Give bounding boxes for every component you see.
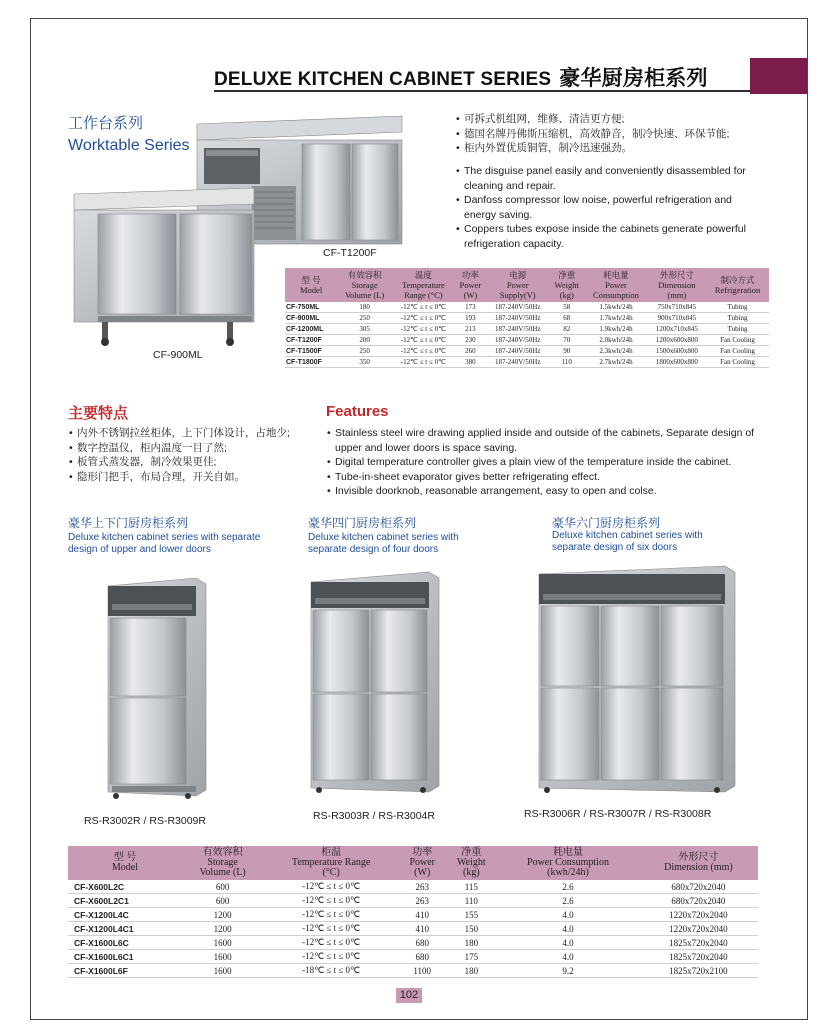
table-cell: 180 [445,936,497,950]
table-cell: -12℃ ≤ t ≤ 0℃ [392,313,455,324]
table-row [285,313,769,324]
table-cell: 1200x600x800 [648,335,706,346]
table-cell: CF-1200ML [285,324,337,335]
table-cell: CF-X600L2C [68,880,182,894]
bullet-item: • Tube-in-sheet evaporator gives better refrigerating effect. [326,470,772,485]
table-cell: 2.0kwh/24h [584,335,647,346]
caption-six-door: RS-R3006R / RS-R3007R / RS-R3008R [524,808,712,820]
cabinet-title-en: Deluxe kitchen cabinet series with separate design of upper and lower doors [68,532,261,555]
table-header-row [68,846,758,880]
table-cell: 263 [399,894,446,908]
page-title-cn: 豪华厨房柜系列 [559,67,708,90]
table-row [68,908,758,922]
header-model: 型 号 Model [285,268,337,302]
table-cell: 175 [445,950,497,964]
header-dimension: 外形尺寸 Dimension (mm) [639,846,758,880]
table-row [68,880,758,894]
table-cell: 1600 [182,936,263,950]
table-row [68,922,758,936]
table-row [68,894,758,908]
table-row [68,964,758,978]
table-cell: 110 [549,357,584,368]
bullet-item: • 板管式蒸发器，制冷效果更佳; [68,455,318,470]
caption-four-door: RS-R3003R / RS-R3004R [313,810,435,822]
header-weight: 净重 Weight (kg) [549,268,584,302]
table-cell: 115 [445,880,497,894]
table-cell: CF-X1600L6C1 [68,950,182,964]
header-rule [214,90,750,92]
table-cell: 2.3kwh/24h [584,346,647,357]
table-cell: -12℃ ≤ t ≤ 0℃ [263,908,399,922]
cabinet-title-cn: 豪华上下门厨房柜系列 [68,516,189,530]
table-cell: -12℃ ≤ t ≤ 0℃ [263,922,399,936]
header-storage: 有效容积 Storage Volume (L) [182,846,263,880]
table-cell: 90 [549,346,584,357]
bullet-item: • Stainless steel wire drawing applied inside and outside of the cabinets, Separate design of upper and lower doors is space saving. [326,426,772,455]
table-cell: 1825x720x2040 [639,936,758,950]
table-cell: CF-X1600L6C [68,936,182,950]
bullet-item: • 隐形门把手，布局合理，开关自如。 [68,470,318,485]
worktable-bullets-en [455,164,760,251]
table-cell: -12℃ ≤ t ≤ 0℃ [392,302,455,313]
table-cell: 200 [337,335,392,346]
table-cell: 4.0 [497,936,639,950]
table-cell: Fan Cooling [706,335,769,346]
table-cell: 155 [445,908,497,922]
table-cell: -12℃ ≤ t ≤ 0℃ [263,894,399,908]
table-cell: 187-240V/50Hz [486,302,549,313]
caption-two-door: RS-R3002R / RS-R3009R [84,815,206,827]
table-cell: 1825x720x2040 [639,950,758,964]
four-door-cabinet-photo [305,568,445,798]
table-cell: CF-750ML [285,302,337,313]
bullet-item: • 内外不锈钢拉丝柜体，上下门体设计，占地少; [68,426,318,441]
cabinet-title-en: Deluxe kitchen cabinet series with separate design of four doors [308,532,459,555]
header-power: 功率 Power (W) [399,846,446,880]
table-cell: 305 [337,324,392,335]
table-header-row [285,268,769,302]
table-cell: CF-900ML [285,313,337,324]
table-cell: 9.2 [497,964,639,978]
table-cell: 1600 [182,964,263,978]
header-temperature: 温度 Temperature Range (°C) [392,268,455,302]
table-cell: 4.0 [497,908,639,922]
table-cell: -12℃ ≤ t ≤ 0℃ [392,357,455,368]
table-cell: 680 [399,936,446,950]
table-cell: 350 [337,357,392,368]
table-cell: CF-T1800F [285,357,337,368]
table-cell: 1600 [182,950,263,964]
table-cell: 1.7kwh/24h [584,313,647,324]
table-cell: 600 [182,880,263,894]
table-cell: 410 [399,922,446,936]
table-cell: 4.0 [497,950,639,964]
header-weight: 净重 Weight (kg) [445,846,497,880]
worktable-title-en: Worktable Series [68,137,190,154]
table-cell: 1825x720x2100 [639,964,758,978]
header-refrigeration: 制冷方式 Refrigeration [706,268,769,302]
table-row [285,335,769,346]
table-cell: 187-240V/50Hz [486,335,549,346]
table-row [285,302,769,313]
worktable-title-cn: 工作台系列 [68,115,144,132]
features-title-en: Features [326,403,389,420]
table-cell: 82 [549,324,584,335]
header-model: 型 号 Model [68,846,182,880]
table-row [285,357,769,368]
table-cell: 1200x710x845 [648,324,706,335]
table-cell: 600 [182,894,263,908]
table-cell: CF-X600L2C1 [68,894,182,908]
table-cell: 1.9kwh/24h [584,324,647,335]
table-row [68,936,758,950]
table-cell: CF-T1200F [285,335,337,346]
table-cell: 1500x600x800 [648,346,706,357]
cabinet-spec-table [68,846,758,978]
table-cell: 187-240V/50Hz [486,357,549,368]
table-cell: 150 [445,922,497,936]
table-row [285,324,769,335]
header-consumption: 耗电量 Power Consumption [584,268,647,302]
worktable-bullets-cn [455,112,775,156]
table-cell: 250 [337,346,392,357]
table-cell: Tubing [706,302,769,313]
bullet-item: • Digital temperature controller gives a plain view of the temperature inside the cabinet. [326,455,772,470]
header-power-supply: 电源 Power Supply(V) [486,268,549,302]
caption-cf-t1200f: CF-T1200F [323,247,377,259]
header-power: 功率 Power (W) [455,268,487,302]
table-row [285,346,769,357]
cabinet-title-en: Deluxe kitchen cabinet series with separate design of six doors [552,530,703,553]
bullet-item: • The disguise panel easily and conveniently disassembled for cleaning and repair. [455,164,760,193]
header-color-tab [750,58,807,94]
table-cell: -18℃ ≤ t ≤ 0℃ [263,964,399,978]
six-door-cabinet-photo [535,562,745,798]
table-cell: 680 [399,950,446,964]
bullet-item: • 可拆式机组网，维修、清洁更方便; [455,112,775,127]
table-cell: 1220x720x2040 [639,908,758,922]
bullet-item: • Invisible doorknob, reasonable arrangement, easy to open and colse. [326,484,772,499]
header-dimension: 外形尺寸 Dimension (mm) [648,268,706,302]
table-cell: 2.6 [497,880,639,894]
table-cell: CF-X1200L4C1 [68,922,182,936]
table-row [68,950,758,964]
table-cell: 187-240V/50Hz [486,324,549,335]
header-storage: 有效容积 Storage Volume (L) [337,268,392,302]
page-title-en: DELUXE KITCHEN CABINET SERIES [214,69,552,90]
table-cell: 750x710x845 [648,302,706,313]
table-cell: 180 [445,964,497,978]
table-cell: CF-X1200L4C [68,908,182,922]
table-cell: 263 [399,880,446,894]
header-temperature: 柜温 Temperature Range (°C) [263,846,399,880]
table-cell: 58 [549,302,584,313]
bullet-item: • 数字控温仪，柜内温度一目了然; [68,441,318,456]
table-cell: 193 [455,313,487,324]
table-cell: -12℃ ≤ t ≤ 0℃ [392,346,455,357]
table-cell: 2.6 [497,894,639,908]
bullet-item: • Coppers tubes expose inside the cabinets generate powerful refrigeration capacity. [455,222,760,251]
table-cell: Fan Cooling [706,357,769,368]
table-cell: 250 [337,313,392,324]
page-number: 102 [396,988,422,1003]
table-cell: 213 [455,324,487,335]
table-cell: 680x720x2040 [639,880,758,894]
table-cell: 1800x600x800 [648,357,706,368]
table-cell: 1.5kwh/24h [584,302,647,313]
table-cell: 2.7kwh/24h [584,357,647,368]
bullet-item: • 柜内外置优质铜管，制冷迅速强劲。 [455,141,775,156]
table-cell: 680x720x2040 [639,894,758,908]
table-cell: -12℃ ≤ t ≤ 0℃ [263,936,399,950]
table-cell: 260 [455,346,487,357]
table-cell: 70 [549,335,584,346]
table-cell: 1100 [399,964,446,978]
table-cell: 1200 [182,922,263,936]
table-cell: CF-X1600L6F [68,964,182,978]
bullet-item: • Danfoss compressor low noise, powerful refrigeration and energy saving. [455,193,760,222]
table-cell: 187-240V/50Hz [486,313,549,324]
table-cell: 68 [549,313,584,324]
table-cell: 180 [337,302,392,313]
table-cell: 1200 [182,908,263,922]
table-cell: -12℃ ≤ t ≤ 0℃ [263,880,399,894]
bullet-item: • 德国名牌丹佛斯压缩机，高效静音，制冷快速、环保节能; [455,127,775,142]
table-cell: -12℃ ≤ t ≤ 0℃ [392,335,455,346]
cabinet-title-cn: 豪华四门厨房柜系列 [308,516,417,530]
features-bullets-cn [68,426,318,484]
page-title [214,62,708,92]
table-cell: Tubing [706,324,769,335]
table-cell: 4.0 [497,922,639,936]
features-title-cn: 主要特点 [68,405,129,422]
table-cell: Fan Cooling [706,346,769,357]
table-cell: Tubing [706,313,769,324]
table-cell: -12℃ ≤ t ≤ 0℃ [263,950,399,964]
header-consumption: 耗电量 Power Consumption (kwh/24h) [497,846,639,880]
table-cell: 410 [399,908,446,922]
table-cell: 900x710x845 [648,313,706,324]
table-cell: 380 [455,357,487,368]
table-cell: 187-240V/50Hz [486,346,549,357]
table-cell: -12℃ ≤ t ≤ 0℃ [392,324,455,335]
table-cell: 173 [455,302,487,313]
cabinet-title-cn: 豪华六门厨房柜系列 [552,516,661,530]
features-bullets-en [326,426,772,499]
table-cell: 110 [445,894,497,908]
table-cell: 1220x720x2040 [639,922,758,936]
table-cell: 230 [455,335,487,346]
two-door-cabinet-photo [100,574,210,802]
caption-cf-900ml: CF-900ML [153,349,203,361]
table-cell: CF-T1500F [285,346,337,357]
worktable-spec-table [285,268,769,368]
